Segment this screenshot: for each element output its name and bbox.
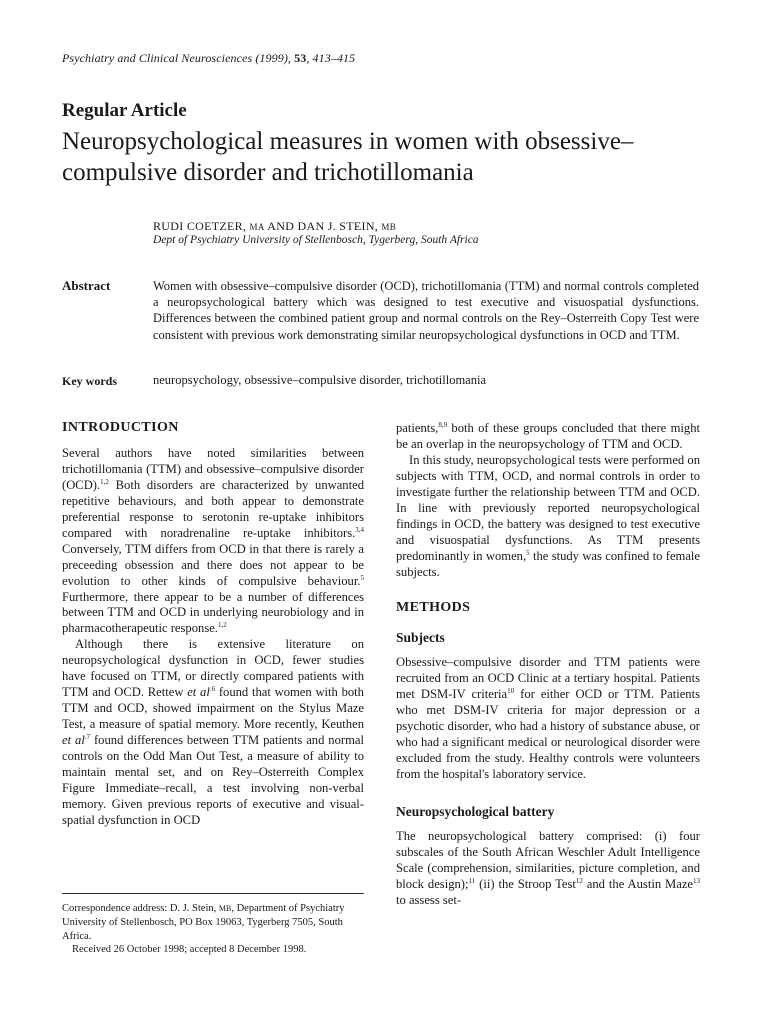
- authors-conjunction: AND: [267, 219, 295, 233]
- author-1: RUDI COETZER,: [153, 219, 247, 233]
- authors: [153, 219, 396, 234]
- footnote-rule: [62, 893, 364, 894]
- journal-year: (1999),: [255, 51, 292, 65]
- battery-paragraph: The neuropsychological battery comprised: (i) four subscales of the South African Weschler Adult Intelligence Scale (comprehension, similarities, picture completion, and block design);$^{11}$ (ii) the Stroop Test$^{12}$ and the Austin Maze$^{13}$ to assess set-: [396, 829, 701, 907]
- received-dates: Received 26 October 1998; accepted 8 December 1998.: [72, 944, 307, 956]
- affiliation: Dept of Psychiatry University of Stellenbosch, Tygerberg, South Africa: [153, 234, 479, 246]
- abstract-text: Women with obsessive–compulsive disorder (OCD), trichotillomania (TTM) and normal controls completed a neuropsychological battery which was designed to test executive and visuospatial dysfunctions. Differences between the combined patient group and normal controls on the Rey–Osterreith Copy Test were consistent with previous work demonstrating similar neuropsychological dysfunctions in OCD and TTM.: [153, 279, 699, 342]
- left-column: [62, 420, 364, 829]
- intro-paragraph-3: patients,$^{8,9}$ both of these groups concluded that there might be an overlap in the neuropsychology of TTM and OCD.: [396, 420, 700, 451]
- subjects-heading: Subjects: [396, 630, 445, 646]
- article-type: Regular Article: [62, 100, 187, 121]
- introduction-heading: INTRODUCTION: [62, 420, 179, 435]
- intro-paragraph-2: Although there is extensive literature on neuropsychological dysfunction in OCD, fewer studies have focused on TTM, or directly compared patients with TTM and OCD. Rettew et $al^{.6}$ found that women with both TTM and OCD, showed impairment on the Stylus Maze Test, a measure of spatial memory. More recently, Keuthen et $al^{.7}$ found differences between TTM patients and normal controls on the Odd Man Out Test, a measure of ability to maintain mental set, and on Rey–Osterreith Complex Figure Immediate–recall, a test involving non-verbal memory. Given previous reports of executive and visual-spatial dysfunction in OCD: [62, 637, 364, 827]
- author-2: DAN J. STEIN,: [297, 219, 379, 233]
- methods-heading: METHODS: [396, 599, 471, 615]
- abstract-label: Abstract: [62, 278, 111, 293]
- keywords-label: Key words: [62, 374, 117, 388]
- subjects-paragraph: Obsessive–compulsive disorder and TTM patients were recruited from an OCD Clinic at a tertiary hospital. Patients met DSM-IV criteria$^{10}$ for either OCD or TTM. Patients who met DSM-IV criteria for major depression or a psychotic disorder, who had a history of substance abuse, or who had a significant medical or neurological disorder were excluded from the study. Healthy controls were volunteers from the hospital's laboratory service.: [396, 655, 700, 782]
- journal-citation: [62, 51, 355, 66]
- correspondence-address: Correspondence address: D. J. Stein, MB, Department of Psychiatry University of Stellenbosch, PO Box 19063, Tygerberg 7505, South Africa.: [62, 903, 345, 942]
- keywords-text: neuropsychology, obsessive–compulsive disorder, trichotillomania: [153, 373, 487, 387]
- journal-pages: , 413–415: [306, 51, 356, 65]
- author-2-degree: MB: [381, 222, 397, 232]
- right-column: [396, 421, 700, 909]
- article-title: Neuropsychological measures in women with obsessive–compulsive disorder and trichotillomania: [62, 128, 634, 186]
- journal-name: Psychiatry and Clinical Neurosciences: [62, 51, 253, 65]
- intro-paragraph-1: Several authors have noted similarities between trichotillomania (TTM) and obsessive–compulsive disorder (OCD).$^{1,2}$ Both disorders are characterized by unwanted repetitive behaviours, and both appear to demonstrate preferential response to serotonin re-uptake inhibitors compared with noradrenaline re-uptake inhibitors.$^{3,4}$ Conversely, TTM differs from OCD in that there is rarely a preceeding obsession and there does not appear to be evolution to other kinds of compulsive behaviour.$^5$ Furthermore, there appear to be a number of differences between TTM and OCD in underlying neurobiology and in pharmacotherapeutic response.$^{1,2}$: [62, 445, 364, 636]
- intro-paragraph-4: In this study, neuropsychological tests were performed on subjects with TTM, OCD, and normal controls in order to investigate further the relationship between TTM and OCD. In line with previously reported neuropsychological findings in OCD, the battery was designed to test executive and visuospatial dysfunctions. As TTM presents predominantly in women,$^5$ the study was confined to female subjects.: [396, 452, 701, 579]
- footnote: [62, 902, 364, 957]
- battery-heading: Neuropsychological battery: [396, 804, 555, 820]
- journal-volume: 53: [294, 51, 307, 65]
- author-1-degree: MA: [249, 222, 265, 232]
